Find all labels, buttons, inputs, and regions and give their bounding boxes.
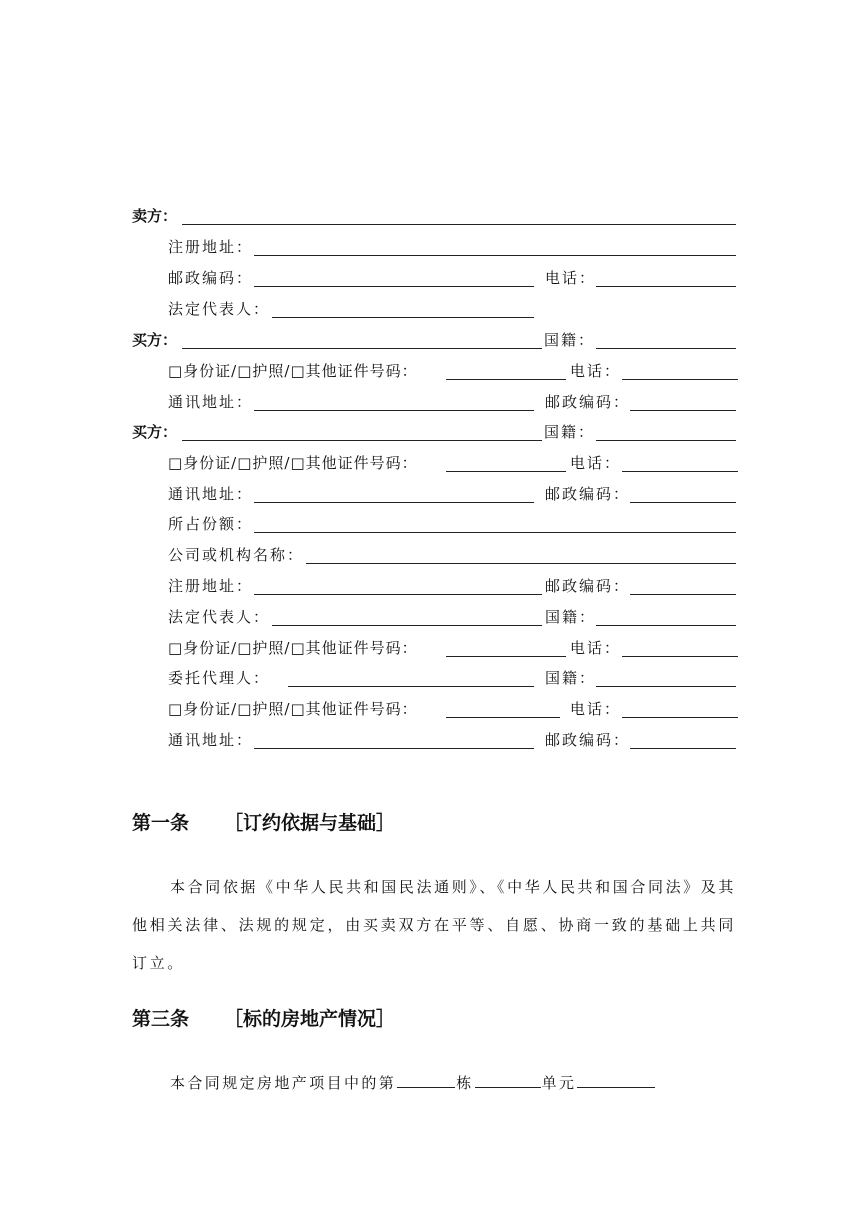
seller-reg-address-label: 注册地址： bbox=[168, 238, 254, 256]
unit-label: 单元 bbox=[541, 1074, 577, 1092]
agent-address-label: 通讯地址： bbox=[168, 731, 254, 749]
seller-legal-rep-field[interactable] bbox=[272, 317, 534, 318]
buyer2-address-field[interactable] bbox=[254, 502, 534, 503]
seller-postcode-label: 邮政编码： bbox=[168, 269, 254, 287]
article1-number: 第一条 bbox=[132, 812, 190, 834]
seller-legal-rep-row bbox=[168, 298, 736, 320]
article3-title: ［标的房地产情况］ bbox=[224, 1008, 396, 1030]
company-field[interactable] bbox=[306, 563, 736, 564]
buyer1-name-field[interactable] bbox=[182, 348, 542, 349]
buyer1-nationality-field[interactable] bbox=[596, 348, 736, 349]
buyer1-address-label: 通讯地址： bbox=[168, 393, 254, 411]
buyer2-phone-field[interactable] bbox=[622, 471, 738, 472]
unit-number-field[interactable] bbox=[475, 1071, 541, 1088]
seller-legal-rep-label: 法定代表人： bbox=[168, 300, 271, 318]
article3-number: 第三条 bbox=[132, 1008, 190, 1030]
buyer1-id-field[interactable] bbox=[446, 379, 566, 380]
company-legal-rep-phone-label: 电话： bbox=[570, 639, 622, 657]
seller-reg-address-row bbox=[168, 236, 736, 258]
agent-nationality-label: 国籍： bbox=[545, 669, 597, 687]
buyer2-id-row bbox=[168, 452, 738, 474]
company-reg-address-label: 注册地址： bbox=[168, 577, 254, 595]
agent-postcode-label: 邮政编码： bbox=[545, 731, 631, 749]
agent-id-row bbox=[168, 698, 738, 720]
room-number-field[interactable] bbox=[577, 1071, 655, 1088]
company-legal-rep-nationality-label: 国籍： bbox=[545, 608, 597, 626]
agent-label: 委托代理人： bbox=[168, 669, 271, 687]
agent-postcode-field[interactable] bbox=[630, 748, 736, 749]
buyer1-postcode-label: 邮政编码： bbox=[545, 393, 631, 411]
building-number-field[interactable] bbox=[397, 1071, 455, 1088]
company-reg-address-field[interactable] bbox=[254, 594, 542, 595]
buyer1-phone-label: 电话： bbox=[570, 362, 622, 380]
buyer1-row bbox=[132, 329, 736, 351]
buyer2-name-field[interactable] bbox=[182, 440, 542, 441]
seller-row bbox=[132, 205, 736, 227]
agent-address-row bbox=[168, 729, 736, 751]
buyer1-address-row bbox=[168, 391, 736, 413]
company-row bbox=[168, 544, 736, 566]
seller-postcode-field[interactable] bbox=[254, 286, 534, 287]
buyer2-id-field[interactable] bbox=[446, 471, 566, 472]
agent-phone-field[interactable] bbox=[622, 717, 738, 718]
article1-text: 本合同依据《中华人民共和国民法通则》、《中华人民共和国合同法》及其他相关法律、法规的规定，由买卖双方在平等、自愿、协商一致的基础上共同订立。 bbox=[132, 878, 736, 972]
buyer2-address-label: 通讯地址： bbox=[168, 485, 254, 503]
seller-phone-field[interactable] bbox=[596, 286, 736, 287]
article3-text-prefix: 本合同规定房地产项目中的第 bbox=[170, 1074, 397, 1092]
article1-body bbox=[132, 868, 736, 982]
buyer2-nationality-field[interactable] bbox=[596, 440, 736, 441]
article1-title: ［订约依据与基础］ bbox=[224, 812, 396, 834]
buyer1-id-row bbox=[168, 360, 738, 382]
buyer2-postcode-field[interactable] bbox=[630, 502, 736, 503]
buyer2-share-row bbox=[168, 513, 736, 535]
seller-phone-label: 电话： bbox=[545, 269, 597, 287]
agent-field[interactable] bbox=[288, 686, 534, 687]
article3-heading bbox=[132, 1006, 396, 1032]
seller-name-field[interactable] bbox=[182, 224, 736, 225]
buyer2-postcode-label: 邮政编码： bbox=[545, 485, 631, 503]
company-postcode-label: 邮政编码： bbox=[545, 577, 631, 595]
company-legal-rep-label: 法定代表人： bbox=[168, 608, 271, 626]
seller-label: 卖方： bbox=[132, 207, 178, 225]
buyer2-nationality-label: 国籍： bbox=[544, 423, 596, 441]
company-legal-rep-id-row bbox=[168, 637, 738, 659]
company-postcode-field[interactable] bbox=[630, 594, 736, 595]
building-label: 栋 bbox=[456, 1074, 474, 1092]
article1-heading bbox=[132, 810, 396, 836]
agent-row bbox=[168, 667, 736, 689]
company-legal-rep-phone-field[interactable] bbox=[622, 656, 738, 657]
agent-id-types-label[interactable]: □身份证/□护照/□其他证件号码： bbox=[168, 700, 418, 718]
buyer2-row bbox=[132, 421, 736, 443]
buyer2-phone-label: 电话： bbox=[570, 454, 622, 472]
company-legal-rep-field[interactable] bbox=[272, 625, 542, 626]
company-legal-rep-row bbox=[168, 606, 736, 628]
company-reg-address-row bbox=[168, 575, 736, 597]
buyer2-label: 买方： bbox=[132, 423, 178, 441]
buyer2-share-label: 所占份额： bbox=[168, 515, 254, 533]
agent-address-field[interactable] bbox=[254, 748, 534, 749]
buyer1-phone-field[interactable] bbox=[622, 379, 738, 380]
company-legal-rep-nationality-field[interactable] bbox=[596, 625, 736, 626]
buyer2-address-row bbox=[168, 483, 736, 505]
buyer2-id-types-label[interactable]: □身份证/□护照/□其他证件号码： bbox=[168, 454, 418, 472]
company-legal-rep-id-types-label[interactable]: □身份证/□护照/□其他证件号码： bbox=[168, 639, 418, 657]
buyer1-address-field[interactable] bbox=[254, 410, 534, 411]
company-legal-rep-id-field[interactable] bbox=[446, 656, 566, 657]
buyer1-nationality-label: 国籍： bbox=[544, 331, 596, 349]
seller-reg-address-field[interactable] bbox=[254, 255, 736, 256]
company-label: 公司或机构名称： bbox=[168, 546, 305, 564]
buyer1-postcode-field[interactable] bbox=[630, 410, 736, 411]
agent-nationality-field[interactable] bbox=[596, 686, 736, 687]
buyer1-id-types-label[interactable]: □身份证/□护照/□其他证件号码： bbox=[168, 362, 418, 380]
agent-id-field[interactable] bbox=[446, 717, 560, 718]
article3-body bbox=[132, 1064, 736, 1102]
agent-phone-label: 电话： bbox=[570, 700, 622, 718]
buyer2-share-field[interactable] bbox=[254, 532, 736, 533]
seller-postcode-row bbox=[168, 267, 736, 289]
buyer1-label: 买方： bbox=[132, 331, 178, 349]
